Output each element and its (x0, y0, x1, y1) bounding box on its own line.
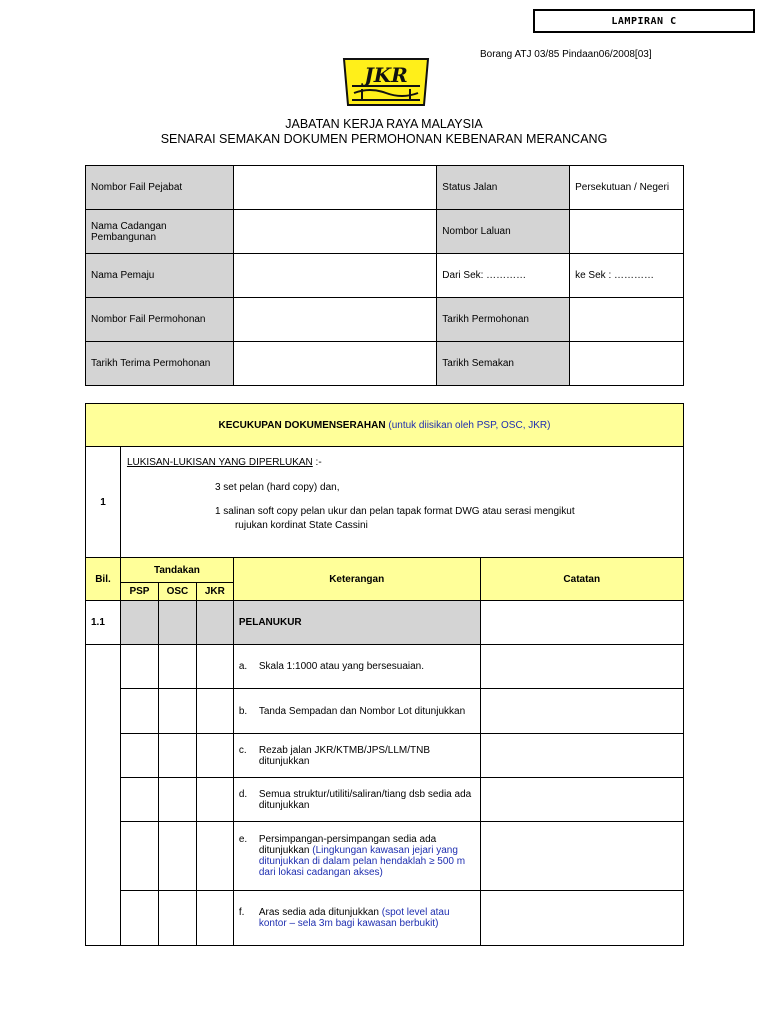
check-jkr-d[interactable] (196, 778, 233, 822)
section-title-row (127, 457, 677, 468)
field-tarikh-terima[interactable] (233, 342, 436, 386)
item-e-text: Persimpangan-persimpangan sedia ada ditunjukkan (258, 834, 437, 856)
section-line-2b: rujukan kordinat State Cassini (234, 520, 368, 531)
sub-title: PELANUKUR (233, 601, 480, 645)
item-d-letter: d. (238, 788, 248, 800)
item-e-note: (Lingkungan kawasan jejari yang ditunjukkan di dalam pelan hendaklah ≥ 500 m dari lokasi cadangan akses) (258, 845, 466, 878)
check-jkr-e[interactable] (196, 822, 233, 891)
label-nama-cadangan: Nama Cadangan Pembangunan (86, 210, 234, 254)
section-number: 1 (86, 447, 121, 558)
catatan-f[interactable] (480, 891, 683, 946)
item-e-letter: e. (238, 834, 248, 845)
check-osc-b[interactable] (158, 689, 196, 734)
check-osc-a[interactable] (158, 645, 196, 689)
items-bil-cell (86, 645, 121, 946)
info-table (85, 165, 684, 386)
field-nombor-fail-permohonan[interactable] (233, 298, 436, 342)
checklist-table (85, 403, 684, 946)
catatan-b[interactable] (480, 689, 683, 734)
logo-text: JKR (364, 63, 408, 87)
item-b (233, 689, 480, 734)
item-c (233, 734, 480, 778)
value-persekutuan-negeri: Persekutuan / Negeri (570, 166, 684, 210)
field-nombor-fail-pejabat[interactable] (233, 166, 436, 210)
check-osc-e[interactable] (158, 822, 196, 891)
field-tarikh-permohonan[interactable] (570, 298, 684, 342)
lampiran-box: LAMPIRAN C (533, 9, 755, 33)
check-osc-f[interactable] (158, 891, 196, 946)
field-ke-sek[interactable]: ke Sek : ………… (570, 254, 684, 298)
check-psp-a[interactable] (120, 645, 158, 689)
check-psp-d[interactable] (120, 778, 158, 822)
item-b-letter: b. (238, 705, 248, 717)
checklist-heading (86, 404, 684, 447)
checklist-heading-text: KECUKUPAN DOKUMENSERAHAN (218, 419, 386, 431)
check-psp-f[interactable] (120, 891, 158, 946)
check-osc-d[interactable] (158, 778, 196, 822)
jkr-logo (340, 53, 432, 111)
label-nombor-fail-permohonan: Nombor Fail Permohonan (86, 298, 234, 342)
sub-number: 1.1 (86, 601, 121, 645)
item-f (233, 891, 480, 946)
item-a-letter: a. (238, 661, 248, 672)
col-keterangan: Keterangan (233, 558, 480, 601)
title-line-2: SENARAI SEMAKAN DOKUMEN PERMOHONAN KEBENARAN MERANCANG (160, 132, 608, 146)
check-psp-c[interactable] (120, 734, 158, 778)
item-b-text: Tanda Sempadan dan Nombor Lot ditunjukkan (258, 705, 466, 717)
label-status-jalan: Status Jalan (437, 166, 570, 210)
check-psp-b[interactable] (120, 689, 158, 734)
catatan-e[interactable] (480, 822, 683, 891)
catatan-a[interactable] (480, 645, 683, 689)
item-f-note: (spot level atau kontor – sela 3m bagi kawasan berbukit) (258, 907, 450, 929)
item-d-text: Semua struktur/utiliti/saliran/tiang dsb sedia ada ditunjukkan (258, 788, 472, 811)
label-nombor-fail-pejabat: Nombor Fail Pejabat (86, 166, 234, 210)
catatan-sub[interactable] (480, 601, 683, 645)
item-f-text: Aras sedia ada ditunjukkan (258, 907, 379, 918)
check-jkr-b[interactable] (196, 689, 233, 734)
field-nama-pemaju[interactable] (233, 254, 436, 298)
item-e (233, 822, 480, 891)
label-tarikh-semakan: Tarikh Semakan (437, 342, 570, 386)
catatan-c[interactable] (480, 734, 683, 778)
section-line-2a: 1 salinan soft copy pelan ukur dan pelan tapak format DWG atau serasi mengikut (214, 506, 575, 517)
label-nama-pemaju: Nama Pemaju (86, 254, 234, 298)
section-body (120, 447, 683, 558)
label-nombor-laluan: Nombor Laluan (437, 210, 570, 254)
check-jkr-f[interactable] (196, 891, 233, 946)
check-osc-sub[interactable] (158, 601, 196, 645)
label-tarikh-terima: Tarikh Terima Permohonan (86, 342, 234, 386)
item-a-text: Skala 1:1000 atau yang bersesuaian. (258, 661, 424, 672)
field-dari-sek[interactable]: Dari Sek: ………… (437, 254, 570, 298)
col-jkr: JKR (196, 583, 233, 601)
item-a (233, 645, 480, 689)
col-catatan: Catatan (480, 558, 683, 601)
check-osc-c[interactable] (158, 734, 196, 778)
section-title: LUKISAN-LUKISAN YANG DIPERLUKAN (126, 457, 313, 468)
title-line-1: JABATAN KERJA RAYA MALAYSIA (285, 117, 483, 131)
field-nama-cadangan[interactable] (233, 210, 436, 254)
item-d (233, 778, 480, 822)
check-psp-e[interactable] (120, 822, 158, 891)
form-reference: Borang ATJ 03/85 Pindaan06/2008[03] (480, 49, 652, 60)
col-tandakan: Tandakan (120, 558, 233, 583)
section-line-1: 3 set pelan (hard copy) dan, (214, 482, 340, 493)
field-nombor-laluan[interactable] (570, 210, 684, 254)
field-tarikh-semakan[interactable] (570, 342, 684, 386)
label-tarikh-permohonan: Tarikh Permohonan (437, 298, 570, 342)
col-psp: PSP (120, 583, 158, 601)
check-psp-sub[interactable] (120, 601, 158, 645)
col-bil: Bil. (86, 558, 121, 601)
check-jkr-c[interactable] (196, 734, 233, 778)
item-c-letter: c. (238, 744, 247, 756)
catatan-d[interactable] (480, 778, 683, 822)
check-jkr-sub[interactable] (196, 601, 233, 645)
col-osc: OSC (158, 583, 196, 601)
item-f-letter: f. (238, 907, 245, 918)
section-title-suffix: :- (312, 457, 322, 468)
item-c-text: Rezab jalan JKR/KTMB/JPS/LLM/TNB ditunjukkan (258, 744, 431, 767)
checklist-heading-note: (untuk diisikan oleh PSP, OSC, JKR) (388, 419, 551, 431)
check-jkr-a[interactable] (196, 645, 233, 689)
